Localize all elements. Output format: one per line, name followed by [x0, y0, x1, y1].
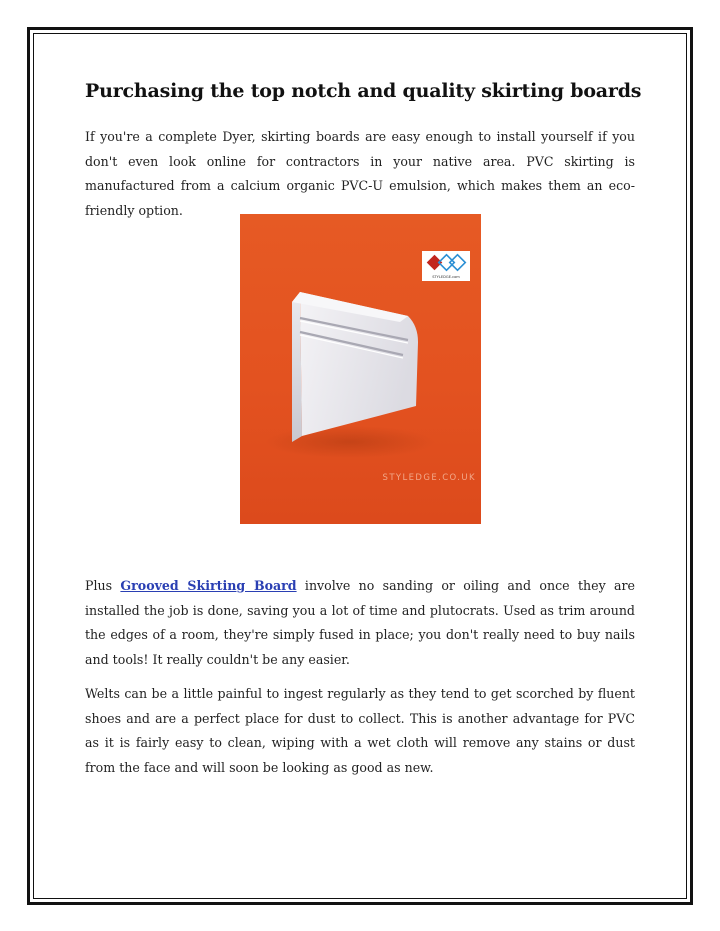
page-title: Purchasing the top notch and quality skirting boards [85, 80, 642, 102]
intro-paragraph: If you're a complete Dyer, skirting boards are easy enough to install yourself if you don't even look online for contractors in your native area. PVC skirting is manufactured from a calcium organic PVC-U emulsion, which makes them an eco-friendly option. [85, 129, 635, 218]
grooved-skirting-board-link[interactable]: Grooved Skirting Board [120, 578, 297, 593]
image-watermark: STYLEDGE.CO.UK [382, 473, 476, 483]
grooved-paragraph [85, 574, 635, 672]
styledge-logo [422, 251, 470, 281]
skirting-board-illustration [240, 214, 481, 524]
welts-paragraph: Welts can be a little painful to ingest regularly as they tend to get scorched by fluent shoes and are a perfect place for dust to collect. This is another advantage for PVC as it is fairly easy to clean, wiping with a wet cloth will remove any stains or dust from the face and will soon be looking as good as new. [85, 686, 635, 775]
paragraph2-suffix: involve no sanding or oiling and once they are installed the job is done, saving you a lot of time and plutocrats. Used as trim around the edges of a room, they're simply fused in place; you don't really need to buy nails and tools! It really couldn't be any easier. [85, 578, 635, 667]
logo-caption: STYLEDGE.com [432, 275, 460, 279]
product-image [240, 214, 481, 524]
document-body [85, 80, 642, 223]
paragraph2-prefix: Plus [85, 578, 121, 593]
